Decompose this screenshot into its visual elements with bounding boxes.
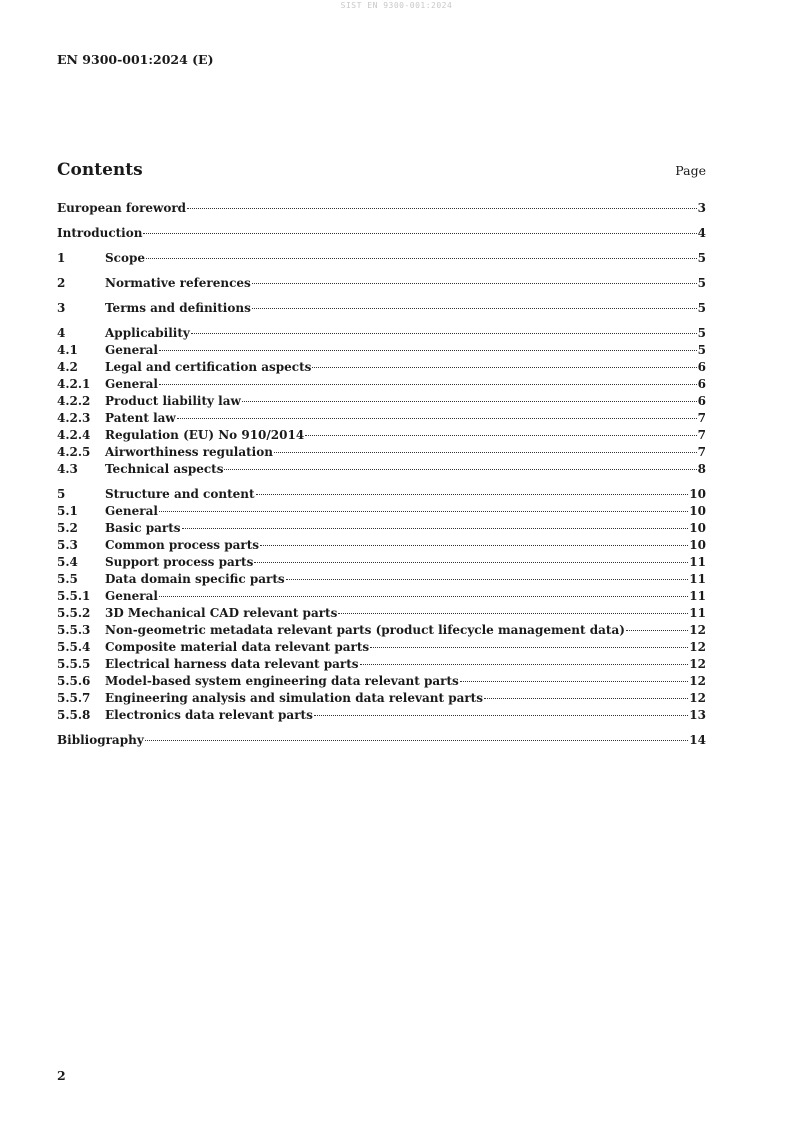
- toc-dot-leader: [145, 740, 689, 741]
- toc-entry[interactable]: [57, 520, 706, 537]
- toc-dot-leader: [191, 333, 697, 334]
- toc-entry-title: Data domain specific parts: [105, 572, 285, 586]
- toc-entry-title: Composite material data relevant parts: [105, 640, 370, 654]
- toc-entry[interactable]: [57, 376, 706, 393]
- toc-entry-page: 11: [689, 606, 706, 620]
- toc-entry-title: Applicability: [105, 326, 190, 340]
- toc-entry-title: General: [105, 343, 158, 357]
- toc-entry-number: 2: [57, 276, 66, 290]
- toc-entry-title: 3D Mechanical CAD relevant parts: [105, 606, 338, 620]
- page-number: 2: [57, 1068, 66, 1083]
- toc-dot-leader: [370, 647, 688, 648]
- toc-entry-page: 12: [689, 674, 706, 688]
- toc-entry-title: Electrical harness data relevant parts: [105, 657, 359, 671]
- toc-entry-number: 5: [57, 487, 66, 501]
- toc-entry[interactable]: [57, 690, 706, 707]
- toc-entry-number: 4.2.5: [57, 445, 91, 459]
- toc-entry-title: European foreword: [57, 201, 187, 215]
- toc-entry-number: 5.4: [57, 555, 78, 569]
- toc-entry[interactable]: [57, 300, 706, 317]
- toc-entry-title: Normative references: [105, 276, 251, 290]
- toc-entry-title: General: [105, 377, 158, 391]
- toc-entry-number: 4.2.1: [57, 377, 91, 391]
- toc-entry-number: 4.2.3: [57, 411, 91, 425]
- toc-entry-page: 7: [697, 445, 706, 459]
- toc-dot-leader: [187, 208, 697, 209]
- toc-entry-page: 6: [697, 360, 706, 374]
- toc-dot-leader: [159, 511, 688, 512]
- toc-entry-title: Technical aspects: [105, 462, 224, 476]
- toc-entry-number: 5.2: [57, 521, 78, 535]
- toc-entry-number: 5.5.4: [57, 640, 91, 654]
- toc-dot-leader: [254, 562, 688, 563]
- toc-entry-number: 5.1: [57, 504, 78, 518]
- toc-entry-title: Engineering analysis and simulation data relevant parts: [105, 691, 483, 705]
- toc-entry-page: 12: [689, 657, 706, 671]
- toc-dot-leader: [274, 452, 697, 453]
- toc-entry[interactable]: [57, 622, 706, 639]
- toc-dot-leader: [626, 630, 688, 631]
- toc-entry[interactable]: [57, 410, 706, 427]
- toc-entry-title: Support process parts: [105, 555, 254, 569]
- toc-entry-title: Electronics data relevant parts: [105, 708, 313, 722]
- page-column-label: Page: [675, 163, 706, 178]
- toc-entry-number: 4.1: [57, 343, 78, 357]
- toc-entry-number: 5.5.3: [57, 623, 91, 637]
- toc-entry-page: 10: [689, 504, 706, 518]
- toc-entry-title: Scope: [105, 251, 146, 265]
- toc-entry[interactable]: [57, 444, 706, 461]
- toc-dot-leader: [177, 418, 697, 419]
- toc-entry-page: 13: [689, 708, 706, 722]
- toc-dot-leader: [338, 613, 688, 614]
- toc-dot-leader: [252, 308, 697, 309]
- toc-entry[interactable]: [57, 427, 706, 444]
- toc-entry-title: Non-geometric metadata relevant parts (product lifecycle management data): [105, 623, 625, 637]
- toc-entry-number: 4.2: [57, 360, 78, 374]
- toc-entry[interactable]: [57, 588, 706, 605]
- contents-title: Contents: [57, 160, 143, 180]
- toc-entry-title: Model-based system engineering data relevant parts: [105, 674, 459, 688]
- toc-entry-page: 5: [697, 326, 706, 340]
- toc-dot-leader: [256, 494, 689, 495]
- toc-entry-number: 5.5.2: [57, 606, 91, 620]
- toc-dot-leader: [146, 258, 697, 259]
- toc-entry-title: Legal and certification aspects: [105, 360, 312, 374]
- toc-entry-page: 6: [697, 377, 706, 391]
- toc-entry[interactable]: [57, 461, 706, 478]
- watermark: SIST EN 9300-001:2024: [340, 1, 453, 10]
- toc-dot-leader: [159, 596, 688, 597]
- toc-entry-page: 11: [689, 572, 706, 586]
- toc-entry-page: 6: [697, 394, 706, 408]
- toc-dot-leader: [224, 469, 696, 470]
- toc-entry-number: 5.3: [57, 538, 78, 552]
- toc-dot-leader: [305, 435, 696, 436]
- toc-entry[interactable]: [57, 275, 706, 292]
- toc-entry-page: 10: [689, 521, 706, 535]
- toc-entry[interactable]: [57, 605, 706, 622]
- toc-entry[interactable]: [57, 554, 706, 571]
- toc-entry-title: Bibliography: [57, 733, 144, 747]
- toc-entry[interactable]: [57, 342, 706, 359]
- toc-entry-number: 5.5.7: [57, 691, 91, 705]
- toc-entry-number: 5.5.8: [57, 708, 91, 722]
- toc-entry[interactable]: [57, 673, 706, 690]
- toc-dot-leader: [159, 350, 697, 351]
- toc-entry[interactable]: [57, 537, 706, 554]
- toc-entry-page: 14: [689, 733, 706, 747]
- toc-entry[interactable]: [57, 486, 706, 503]
- toc-entry-page: 10: [689, 487, 706, 501]
- toc-entry-page: 12: [689, 623, 706, 637]
- toc-entry-page: 7: [697, 411, 706, 425]
- toc-entry-title: Patent law: [105, 411, 176, 425]
- toc-entry-number: 5.5.6: [57, 674, 91, 688]
- toc-dot-leader: [242, 401, 697, 402]
- toc-dot-leader: [460, 681, 689, 682]
- toc-entry[interactable]: [57, 707, 706, 724]
- table-of-contents: [57, 200, 706, 749]
- toc-dot-leader: [260, 545, 688, 546]
- toc-entry-page: 5: [697, 301, 706, 315]
- toc-entry-page: 10: [689, 538, 706, 552]
- toc-entry-page: 11: [689, 589, 706, 603]
- toc-dot-leader: [484, 698, 688, 699]
- toc-entry-title: Structure and content: [105, 487, 255, 501]
- toc-dot-leader: [314, 715, 688, 716]
- toc-entry-page: 8: [697, 462, 706, 476]
- toc-entry[interactable]: [57, 250, 706, 267]
- toc-entry[interactable]: [57, 656, 706, 673]
- toc-entry-title: Product liability law: [105, 394, 241, 408]
- toc-entry[interactable]: [57, 325, 706, 342]
- toc-entry-number: 4: [57, 326, 66, 340]
- toc-entry-number: 4.2.4: [57, 428, 91, 442]
- toc-dot-leader: [360, 664, 689, 665]
- toc-entry-page: 4: [697, 226, 706, 240]
- toc-dot-leader: [312, 367, 696, 368]
- toc-entry-number: 5.5.1: [57, 589, 91, 603]
- toc-entry-page: 5: [697, 343, 706, 357]
- toc-entry[interactable]: [57, 571, 706, 588]
- toc-entry-page: 12: [689, 691, 706, 705]
- contents-header: [57, 160, 706, 180]
- toc-entry-number: 4.2.2: [57, 394, 91, 408]
- toc-entry-title: General: [105, 589, 158, 603]
- toc-entry-title: Airworthiness regulation: [105, 445, 273, 459]
- toc-entry-page: 5: [697, 251, 706, 265]
- toc-entry-title: General: [105, 504, 158, 518]
- toc-entry-page: 7: [697, 428, 706, 442]
- toc-dot-leader: [182, 528, 689, 529]
- toc-entry[interactable]: [57, 732, 706, 749]
- toc-entry-title: Basic parts: [105, 521, 181, 535]
- toc-entry-number: 3: [57, 301, 66, 315]
- toc-entry[interactable]: [57, 200, 706, 217]
- toc-entry[interactable]: [57, 225, 706, 242]
- document-id: EN 9300-001:2024 (E): [57, 52, 214, 67]
- toc-entry[interactable]: [57, 503, 706, 520]
- toc-entry-number: 5.5.5: [57, 657, 91, 671]
- toc-entry-page: 11: [689, 555, 706, 569]
- toc-dot-leader: [143, 233, 696, 234]
- toc-entry-page: 5: [697, 276, 706, 290]
- toc-entry-title: Introduction: [57, 226, 143, 240]
- toc-dot-leader: [286, 579, 689, 580]
- toc-dot-leader: [252, 283, 697, 284]
- toc-entry[interactable]: [57, 359, 706, 376]
- toc-entry-number: 4.3: [57, 462, 78, 476]
- toc-entry-title: Regulation (EU) No 910/2014: [105, 428, 305, 442]
- toc-entry-number: 5.5: [57, 572, 78, 586]
- toc-entry[interactable]: [57, 639, 706, 656]
- toc-dot-leader: [159, 384, 697, 385]
- toc-entry-page: 12: [689, 640, 706, 654]
- toc-entry-title: Common process parts: [105, 538, 259, 552]
- toc-entry[interactable]: [57, 393, 706, 410]
- toc-entry-title: Terms and definitions: [105, 301, 251, 315]
- toc-entry-number: 1: [57, 251, 66, 265]
- toc-entry-page: 3: [697, 201, 706, 215]
